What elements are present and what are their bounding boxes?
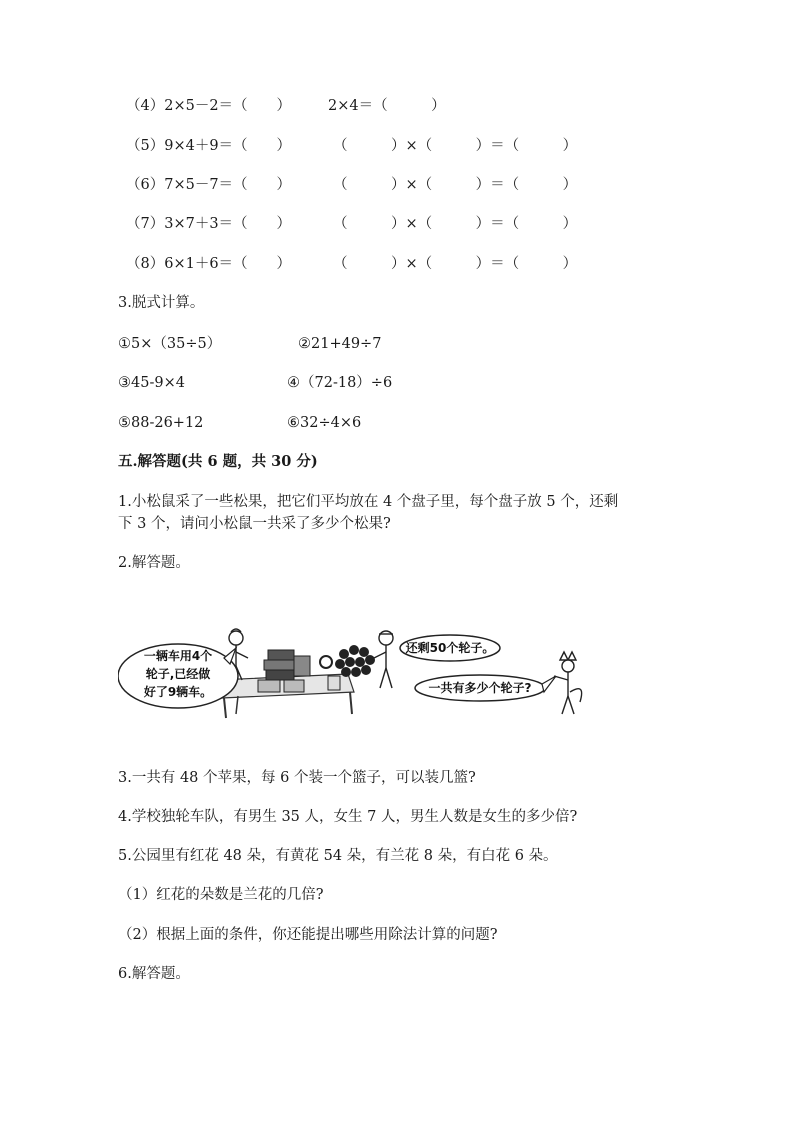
question-5-sub1: （1）红花的朵数是兰花的几倍? [118,887,324,903]
fill-row [126,175,291,195]
fill-row-right: （ ）×（ ）＝（ ） [333,216,578,232]
calc-item: ④（72-18）÷6 [287,375,393,391]
fill-row [126,254,291,274]
calc-item: ③45-9×4 [118,375,185,391]
bubble-left-line1: 一辆车用4个 [143,649,213,663]
bubble-right-text: 一共有多少个轮子? [428,681,532,695]
fill-row [126,136,291,156]
row-expression: 9×4＋9＝（ ） [164,138,292,154]
fill-row-right: （ ）×（ ）＝（ ） [333,256,578,272]
row-number: （8） [126,256,165,272]
fill-row-right: （ ）×（ ）＝（ ） [333,138,578,154]
row-number: （7） [126,216,165,232]
question-5: 5.公园里有红花 48 朵，有黄花 54 朵，有兰花 8 朵，有白花 6 朵。 [118,848,558,864]
row-number: （5） [126,138,165,154]
calc-item: ②21+49÷7 [298,336,382,352]
bubble-left-line3: 好了9辆车。 [143,685,213,699]
question-2: 2.解答题。 [118,555,190,571]
question-3: 3.一共有 48 个苹果，每 6 个装一个篮子，可以装几篮? [118,770,476,786]
row-number: （4） [126,98,165,114]
row-expression: 3×7＋3＝（ ） [164,216,292,232]
fill-row-right: 2×4＝（ ） [328,98,446,114]
fill-row [126,96,291,116]
question-1-line1: 1.小松鼠采了一些松果，把它们平均放在 4 个盘子里，每个盘子放 5 个，还剩 [118,494,619,510]
row-expression: 7×5－7＝（ ） [164,177,292,193]
question-6: 6.解答题。 [118,966,190,982]
bubble-left-line2: 轮子,已经做 [145,667,211,681]
wheel-factory-illustration [118,622,618,724]
fill-row-right: （ ）×（ ）＝（ ） [333,177,578,193]
fill-row [126,214,291,234]
bubble-top-text: 还剩50个轮子。 [405,641,495,655]
question-1-line2: 下 3 个，请问小松鼠一共采了多少个松果? [118,516,391,532]
calc-item: ①5×（35÷5） [118,336,222,352]
section-title: 3.脱式计算。 [118,295,205,311]
question-4: 4.学校独轮车队，有男生 35 人，女生 7 人，男生人数是女生的多少倍? [118,809,578,825]
calc-item: ⑤88-26+12 [118,415,204,431]
calc-item: ⑥32÷4×6 [287,415,362,431]
question-5-sub2: （2）根据上面的条件，你还能提出哪些用除法计算的问题? [118,927,498,943]
row-expression: 2×5－2＝（ ） [164,98,292,114]
row-number: （6） [126,177,165,193]
section-heading: 五.解答题(共 6 题，共 30 分) [118,453,318,470]
row-expression: 6×1＋6＝（ ） [164,256,292,272]
